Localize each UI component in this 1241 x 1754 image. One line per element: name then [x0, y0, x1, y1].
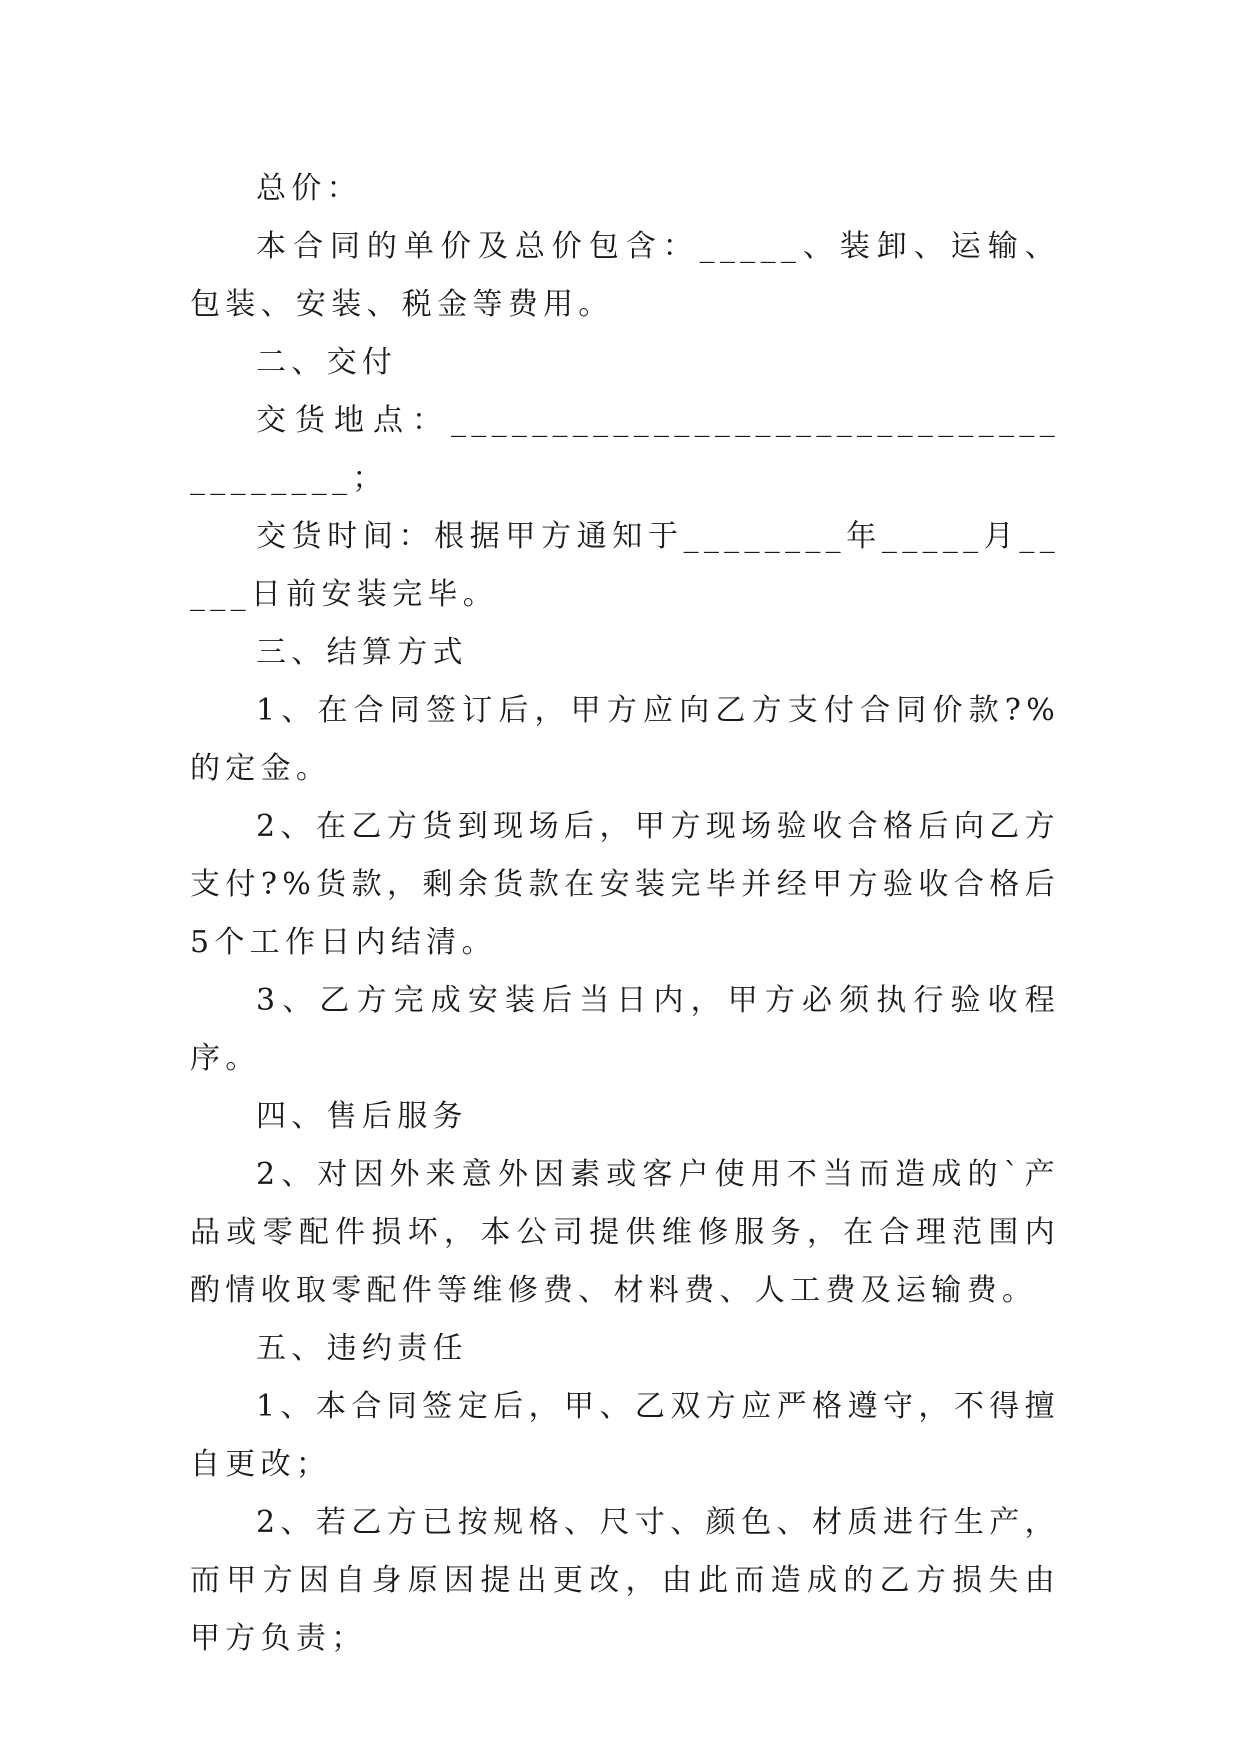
liability-clause-2: 2、若乙方已按规格、尺寸、颜色、材质进行生产，而甲方因自身原因提出更改，由此而造成的乙方损失由甲方负责；: [190, 1505, 1060, 1656]
section-heading-settlement: 三、结算方式: [256, 635, 468, 670]
total-price-heading: 总价：: [256, 171, 362, 206]
liability-clause-1: 1、本合同签定后，甲、乙双方应严格遵守，不得擅自更改；: [190, 1389, 1060, 1482]
contract-body: [190, 160, 1060, 1668]
settlement-clause-1: 1、在合同签订后，甲方应向乙方支付合同价款?%的定金。: [190, 693, 1060, 786]
delivery-time-clause: 交货时间：根据甲方通知于________年_____月_____日前安装完毕。: [190, 519, 1060, 612]
settlement-clause-2: 2、在乙方货到现场后，甲方现场验收合格后向乙方支付?%货款，剩余货款在安装完毕并经甲方验收合格后5个工作日内结清。: [190, 809, 1060, 960]
settlement-clause-3: 3、乙方完成安装后当日内，甲方必须执行验收程序。: [190, 983, 1060, 1076]
after-sales-clause-2: 2、对因外来意外因素或客户使用不当而造成的`产品或零配件损坏，本公司提供维修服务，在合理范围内酌情收取零配件等维修费、材料费、人工费及运输费。: [190, 1157, 1060, 1308]
delivery-location-clause: 交货地点：______________________________________；: [190, 403, 1060, 496]
price-inclusion-clause: 本合同的单价及总价包含：_____、装卸、运输、包装、安装、税金等费用。: [190, 229, 1060, 322]
section-heading-liability: 五、违约责任: [256, 1331, 468, 1366]
section-heading-delivery: 二、交付: [256, 345, 398, 380]
section-heading-after-sales: 四、售后服务: [256, 1099, 468, 1134]
